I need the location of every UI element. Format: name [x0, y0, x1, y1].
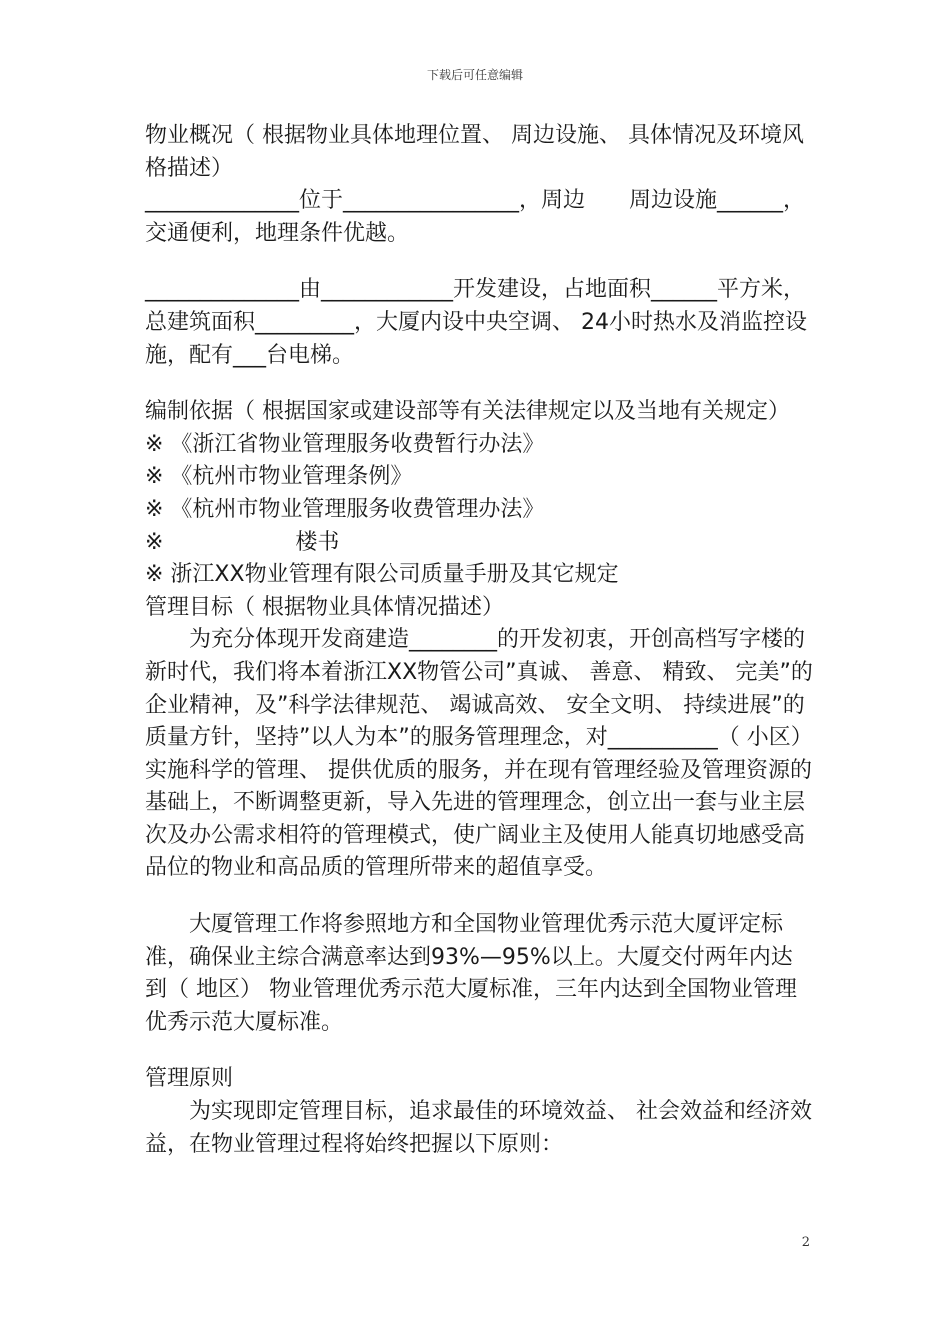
paragraph-principles-body: 为实现即定管理目标，追求最佳的环境效益、 社会效益和经济效益，在物业管理过程将始终把握以下原则： [145, 1099, 812, 1157]
page-header: 下载后可任意编辑 [426, 68, 523, 82]
page-number: 2 [801, 1235, 810, 1250]
section-property-overview: 物业概况（ 根据物业具体地理位置、 周边设施、 具体情况及环境风格描述） [145, 123, 804, 181]
paragraph-standards: 大厦管理工作将参照地方和全国物业管理优秀示范大厦评定标准，确保业主综合满意率达到93%—95%以上。大厦交付两年内达到（ 地区） 物业管理优秀示范大厦标准，三年内达到全国物业管理优秀示范大厦标准。 [145, 912, 797, 1035]
basis-item: ※ 《浙江省物业管理服务收费暂行办法》 [145, 431, 545, 457]
document-body [145, 120, 813, 1161]
paragraph-goal-body: 为充分体现开发商建造________的开发初衷，开创高档写字楼的新时代，我们将本着浙江XX物管公司”真诚、 善意、 精致、 完美”的企业精神，及”科学法律规范、 竭诚高效、 安全文明、 持续进展”的质量方针，坚持”以人为本”的服务管理理念，对__________（ 小区）实施科学的管理、 提供优质的服务，并在现有管理经验及管理资源的基础上，不断调整更新，导入先进的管理理念，创立出一套与业主层次及办公需求相符的管理模式，使广阔业主及使用人能真切地感受高品位的物业和高品质的管理所带来的超值享受。 [145, 627, 813, 881]
basis-item: ※ 浙江XX物业管理有限公司质量手册及其它规定 [145, 562, 619, 588]
paragraph-location: ______________位于________________，周边 周边设施______，交通便利，地理条件优越。 [145, 188, 806, 246]
basis-item: ※ 楼书 [145, 529, 340, 555]
section-management-principles: 管理原则 [145, 1066, 234, 1092]
section-management-goal: 管理目标（ 根据物业具体情况描述） [145, 594, 504, 620]
paragraph-building-info: ______________由____________开发建设，占地面积______平方米，总建筑面积_________，大厦内设中央空调、 24小时热水及消监控设施，配有___台电梯。 [145, 277, 807, 368]
section-basis: 编制依据（ 根据国家或建设部等有关法律规定以及当地有关规定） [145, 399, 790, 425]
basis-item: ※ 《杭州市物业管理服务收费管理办法》 [145, 496, 545, 522]
basis-item: ※ 《杭州市物业管理条例》 [145, 464, 413, 490]
